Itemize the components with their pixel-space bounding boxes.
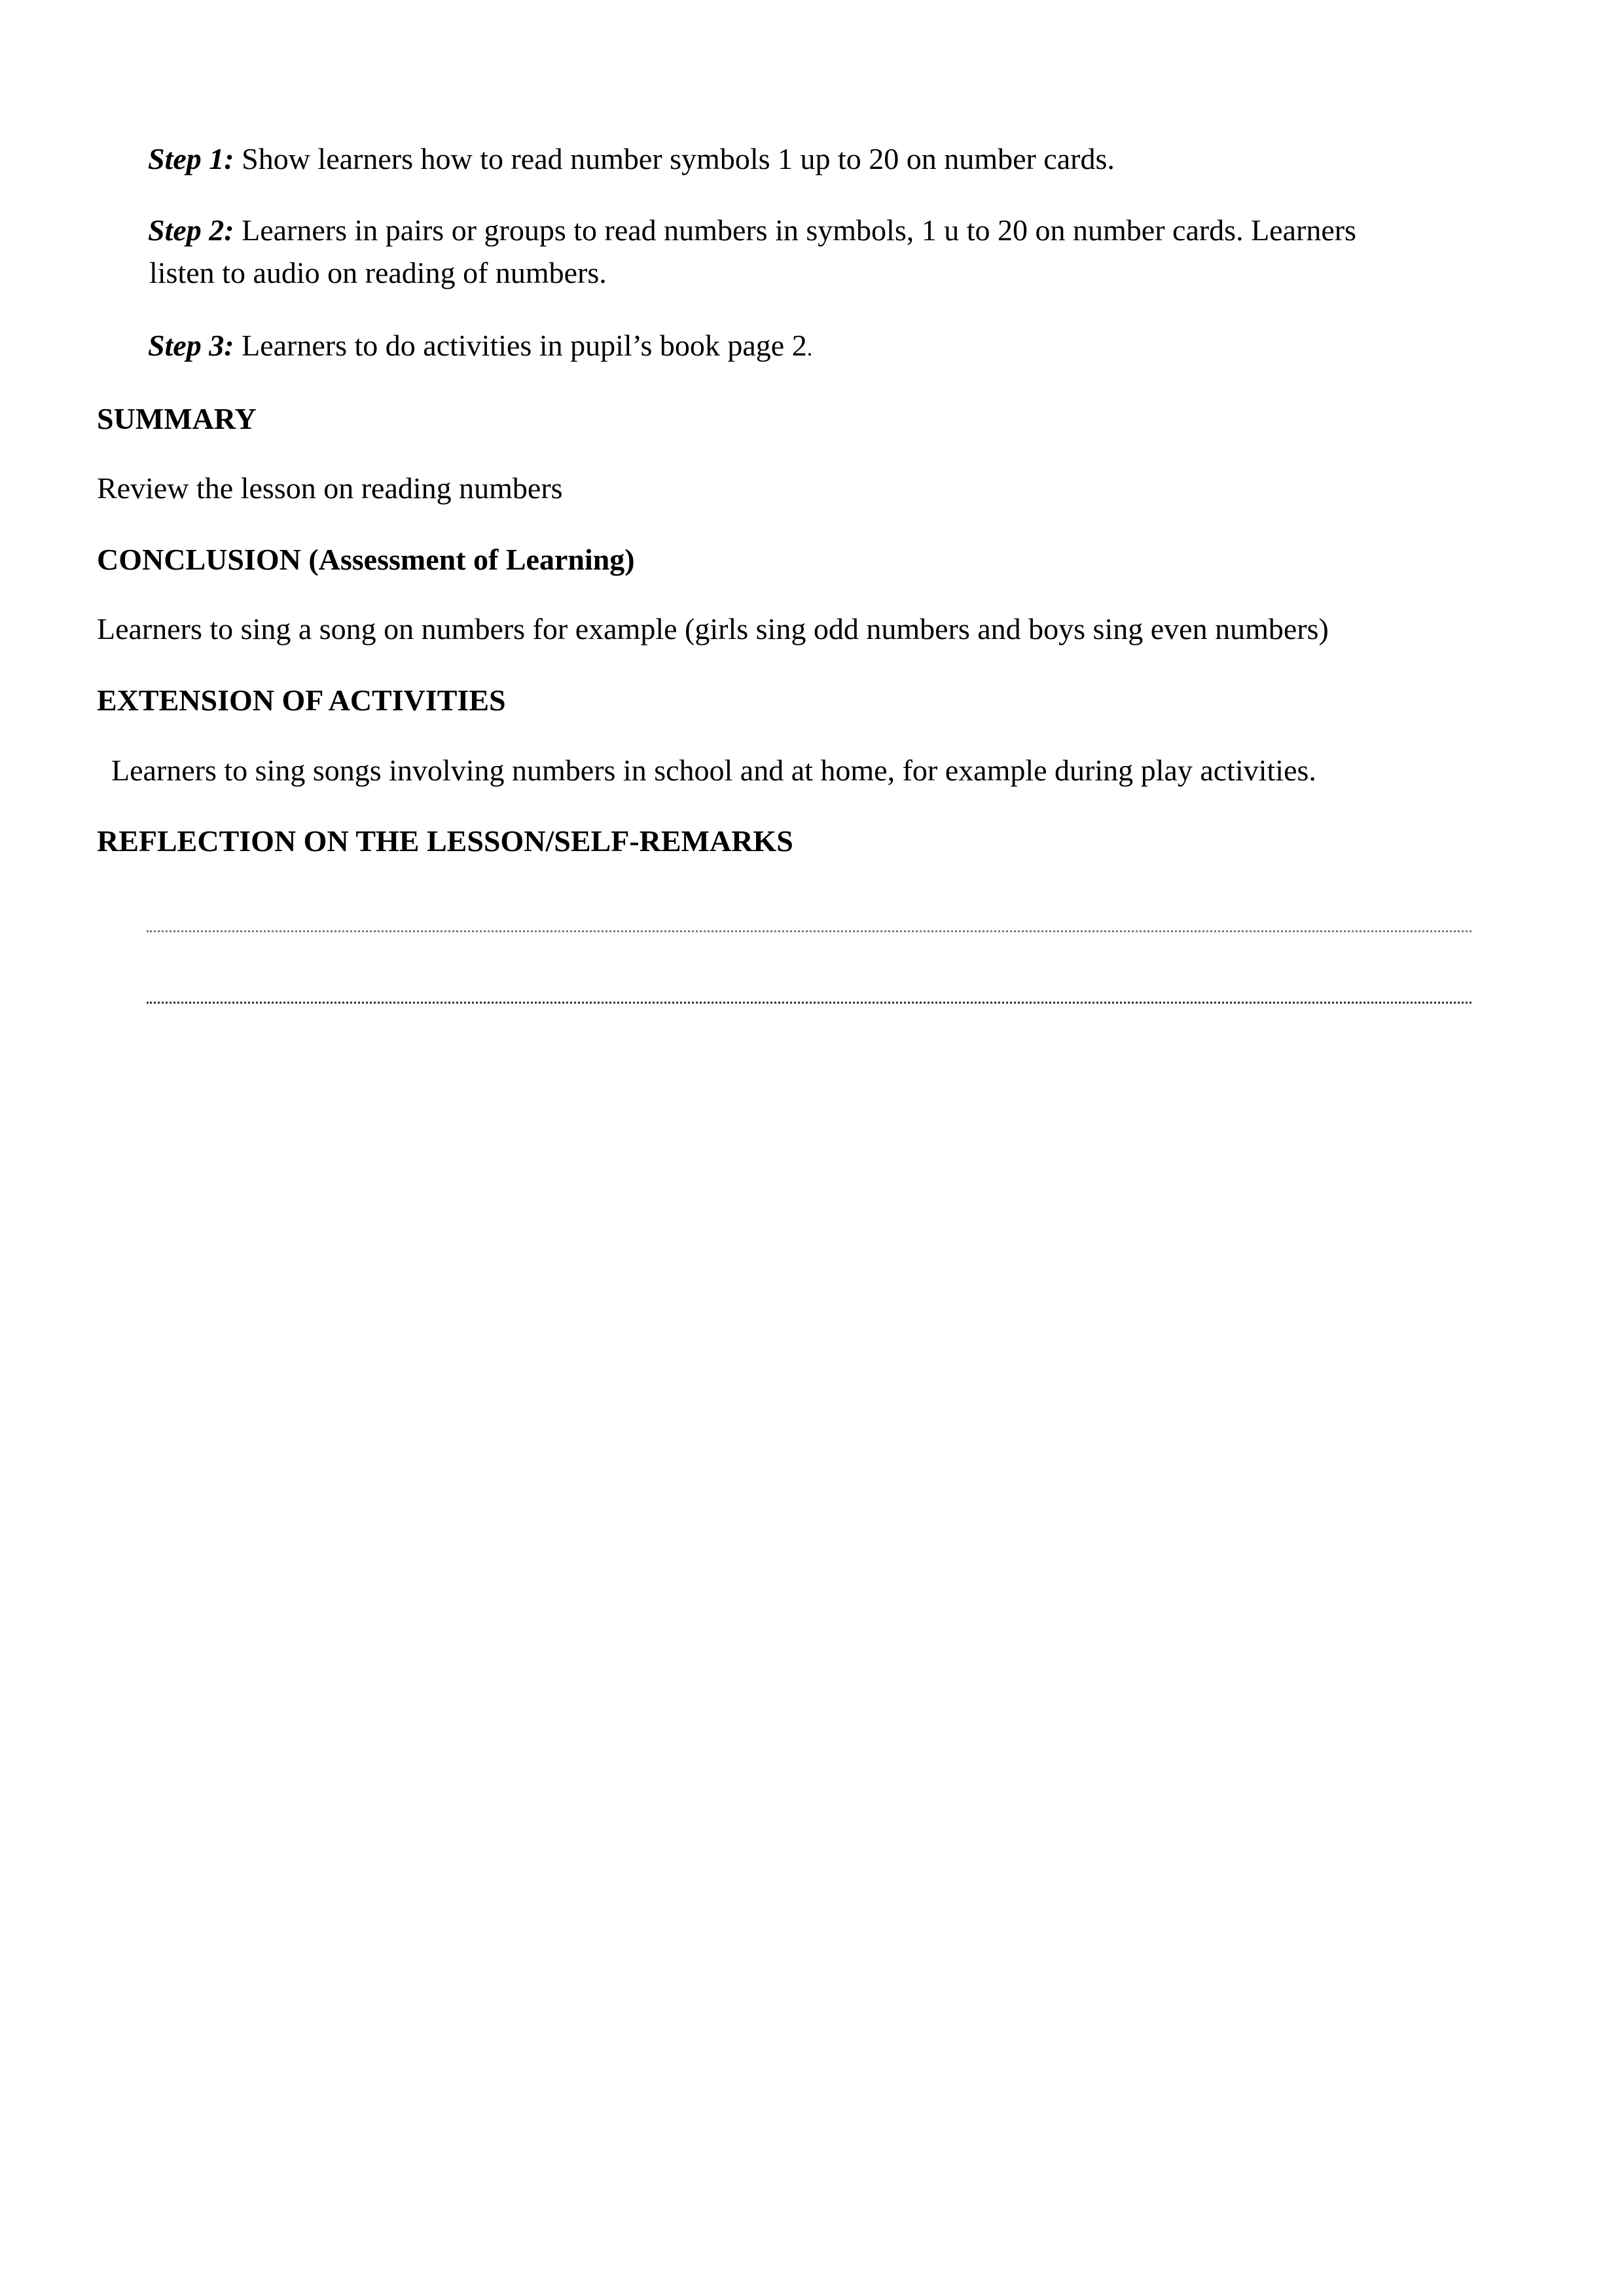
step-3-label: Step 3: [148, 329, 234, 362]
summary-heading: SUMMARY [97, 402, 257, 435]
step-2 [148, 215, 1356, 246]
step-2-text: Learners in pairs or groups to read numbers in symbols, 1 u to 20 on number cards. Learners [234, 213, 1356, 247]
reflection-answer-line-1 [147, 930, 1471, 932]
step-3-text: Learners to do activities in pupil’s book page 2 [234, 329, 807, 362]
step-2-label: Step 2: [148, 213, 234, 247]
step-1-label: Step 1: [148, 142, 234, 175]
step-1 [148, 144, 1115, 174]
reflection-heading: REFLECTION ON THE LESSON/SELF-REMARKS [97, 824, 793, 858]
summary-text: Review the lesson on reading numbers [97, 471, 563, 505]
extension-heading: EXTENSION OF ACTIVITIES [97, 683, 506, 717]
step-3 [148, 331, 812, 364]
step-2-continuation: listen to audio on reading of numbers. [149, 256, 607, 289]
extension-text: Learners to sing songs involving numbers in school and at home, for example during play activities. [111, 754, 1316, 787]
step-1-text: Show learners how to read number symbols 1 up to 20 on number cards. [234, 142, 1115, 175]
conclusion-text: Learners to sing a song on numbers for example (girls sing odd numbers and boys sing even numbers) [97, 612, 1329, 646]
step-3-trailing-period: . [806, 337, 813, 361]
reflection-answer-line-2 [147, 1002, 1471, 1004]
conclusion-heading: CONCLUSION (Assessment of Learning) [97, 543, 635, 576]
